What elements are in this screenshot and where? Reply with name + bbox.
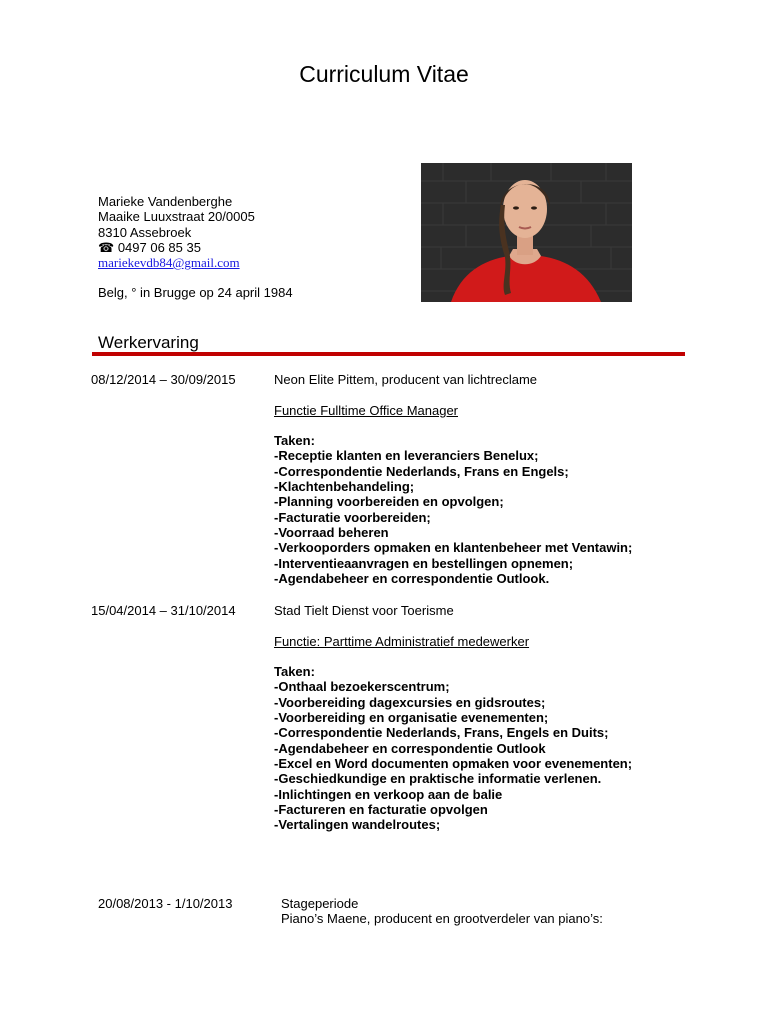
job-2-task: -Inlichtingen en verkoop aan de balie [274,786,503,802]
portrait-photo [421,163,632,302]
contact-email-link[interactable]: mariekevdb84@gmail.com [98,255,240,271]
job-1-tasks-label: Taken: [274,433,315,449]
job-2-task: -Factureren en facturatie opvolgen [274,801,488,817]
telephone-icon: ☎ [98,239,115,255]
job-1-employer: Neon Elite Pittem, producent van lichtreclame [274,372,538,387]
job-1-task: -Planning voorbereiden en opvolgen; [274,494,504,510]
contact-block [98,194,293,301]
spacer [274,418,632,433]
document-title: Curriculum Vitae [299,61,469,87]
job-1-task: -Correspondentie Nederlands, Frans en Engels; [274,463,569,479]
job-3-employer: Stageperiode [281,896,359,911]
job-1-task: -Verkooporders opmaken en klantenbeheer met Ventawin; [274,540,633,556]
job-2-task: -Vertalingen wandelroutes; [274,817,441,833]
contact-email-row [98,255,293,270]
job-2-task: -Voorbereiding dagexcursies en gidsroutes; [274,694,546,710]
contact-birth: Belg, ° in Brugge op 24 april 1984 [98,285,293,301]
section-divider [92,352,685,356]
job-1-task: -Interventieaanvragen en bestellingen opnemen; [274,555,574,571]
section-title-werkervaring: Werkervaring [98,333,199,352]
contact-phone-row [98,240,293,255]
contact-phone: 0497 06 85 35 [117,239,201,255]
job-1-task: -Facturatie voorbereiden; [274,509,431,525]
job-2-date: 15/04/2014 – 31/10/2014 [91,603,236,618]
job-1-task: -Klachtenbehandeling; [274,479,415,495]
job-2-task: -Excel en Word documenten opmaken voor evenementen; [274,755,633,771]
job-2-task: -Agendabeheer en correspondentie Outlook [274,740,546,756]
job-2-tasks-label: Taken: [274,664,315,680]
contact-street: Maaike Luuxstraat 20/0005 [98,209,255,225]
spacer [274,649,632,664]
job-1-date: 08/12/2014 – 30/09/2015 [91,372,236,387]
job-2-function: Functie: Parttime Administratief medewerker [274,633,530,649]
job-1-task: -Receptie klanten en leveranciers Benelux; [274,448,539,464]
job-2-task: -Correspondentie Nederlands, Frans, Engels en Duits; [274,725,609,741]
contact-city: 8310 Assebroek [98,224,192,240]
contact-name: Marieke Vandenberghe [98,194,233,209]
job-3-detail: Piano’s Maene, producent en grootverdeler van piano’s: [281,911,603,927]
spacer [274,618,632,633]
job-1-task: -Agendabeheer en correspondentie Outlook. [274,570,550,586]
job-2-details [274,603,632,832]
job-1-function: Functie Fulltime Office Manager [274,402,458,418]
job-1-task: -Voorraad beheren [274,524,389,540]
job-2-task: -Geschiedkundige en praktische informatie verlenen. [274,771,602,787]
portrait-photo-graphic [421,163,632,302]
job-3-date: 20/08/2013 - 1/10/2013 [98,896,233,911]
job-2-task: -Voorbereiding en organisatie evenementen; [274,710,549,726]
job-1-details [274,372,632,586]
job-3-details [281,896,603,927]
job-2-employer: Stad Tielt Dienst voor Toerisme [274,603,454,618]
contact-spacer [98,270,293,285]
job-2-task: -Onthaal bezoekerscentrum; [274,679,450,695]
spacer [274,387,632,402]
